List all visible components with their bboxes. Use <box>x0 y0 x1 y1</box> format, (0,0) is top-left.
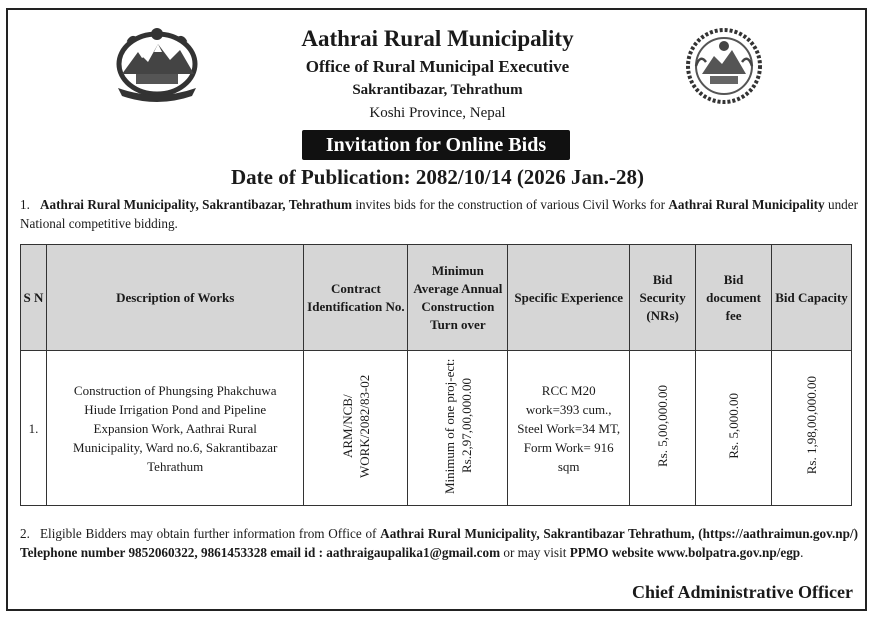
cell-sn: 1. <box>21 351 47 506</box>
address-line: Sakrantibazar, Tehrathum <box>352 82 523 98</box>
header-capacity: Bid Capacity <box>772 245 852 351</box>
table-header-row <box>21 245 852 351</box>
paragraph-text: invites bids for the construction of various Civil Works for <box>351 197 669 212</box>
header-contract-id: Contract Identification No. <box>304 245 408 351</box>
bids-table <box>20 244 852 506</box>
invitation-banner: Invitation for Online Bids <box>302 130 570 160</box>
contact-details: (https://aathraimun.gov.np/) Telephone number 9852060322, 9861453328 email id : aathraigaupalika1@gmail.com <box>20 526 858 560</box>
municipality-title: Aathrai Rural Municipality <box>301 26 574 51</box>
cell-doc-fee <box>696 351 772 506</box>
paragraph-text: under National competitive bidding. <box>20 197 858 231</box>
paragraph-number: 1. <box>20 197 30 212</box>
capacity-text: Rs. 1,98,00,000.00 <box>804 376 819 475</box>
office-name: Office of Rural Municipal Executive <box>305 57 570 76</box>
cell-security <box>630 351 696 506</box>
header-experience: Specific Experience <box>508 245 630 351</box>
paragraph-text: or may visit <box>500 545 570 560</box>
paragraph-2 <box>20 524 858 562</box>
paragraph-text: Eligible Bidders may obtain further information from Office of <box>40 526 381 541</box>
paragraph-1 <box>20 195 858 233</box>
contract-id-text: ARM/NCB/ WORK/2082/83-02 <box>339 373 372 478</box>
ppmo-link[interactable]: PPMO website www.bolpatra.gov.np/egp <box>569 545 801 560</box>
employer-name: Aathrai Rural Municipality <box>668 197 825 212</box>
province-line: Koshi Province, Nepal <box>369 105 506 121</box>
cell-turnover <box>408 351 508 506</box>
header-doc-fee: Bid document fee <box>696 245 772 351</box>
cell-description: Construction of Phungsing Phakchuwa Hiude Irrigation Pond and Pipeline Expansion Work, Aathrai Rural Municipality, Ward no.6, Sakrantibazar Tehrathum <box>46 351 304 506</box>
office-contact: Aathrai Rural Municipality, Sakrantibazar Tehrathum, <box>380 526 695 541</box>
table-row <box>21 351 852 506</box>
header-security: Bid Security (NRs) <box>630 245 696 351</box>
cell-experience: RCC M20 work=393 cum., Steel Work=34 MT, Form Work= 916 sqm <box>508 351 630 506</box>
header-turnover: Minimun Average Annual Construction Turn over <box>408 245 508 351</box>
cell-contract-id <box>304 351 408 506</box>
paragraph-number: 2. <box>20 526 30 541</box>
paragraph-text: . <box>800 545 804 560</box>
cell-capacity <box>772 351 852 506</box>
publication-date: Date of Publication: 2082/10/14 (2026 Jan.-28) <box>231 165 644 189</box>
header-description: Description of Works <box>46 245 304 351</box>
header-sn: S N <box>21 245 47 351</box>
doc-fee-text: Rs. 5,000.00 <box>726 392 742 459</box>
signature-title: Chief Administrative Officer <box>632 582 853 602</box>
turnover-text: Minimum of one proj-ect: Rs.2,97,00,000.00 <box>441 357 474 494</box>
bidder-org: Aathrai Rural Municipality, Sakrantibazar, Tehrathum <box>40 197 352 212</box>
security-text: Rs. 5,00,000.00 <box>655 384 671 467</box>
